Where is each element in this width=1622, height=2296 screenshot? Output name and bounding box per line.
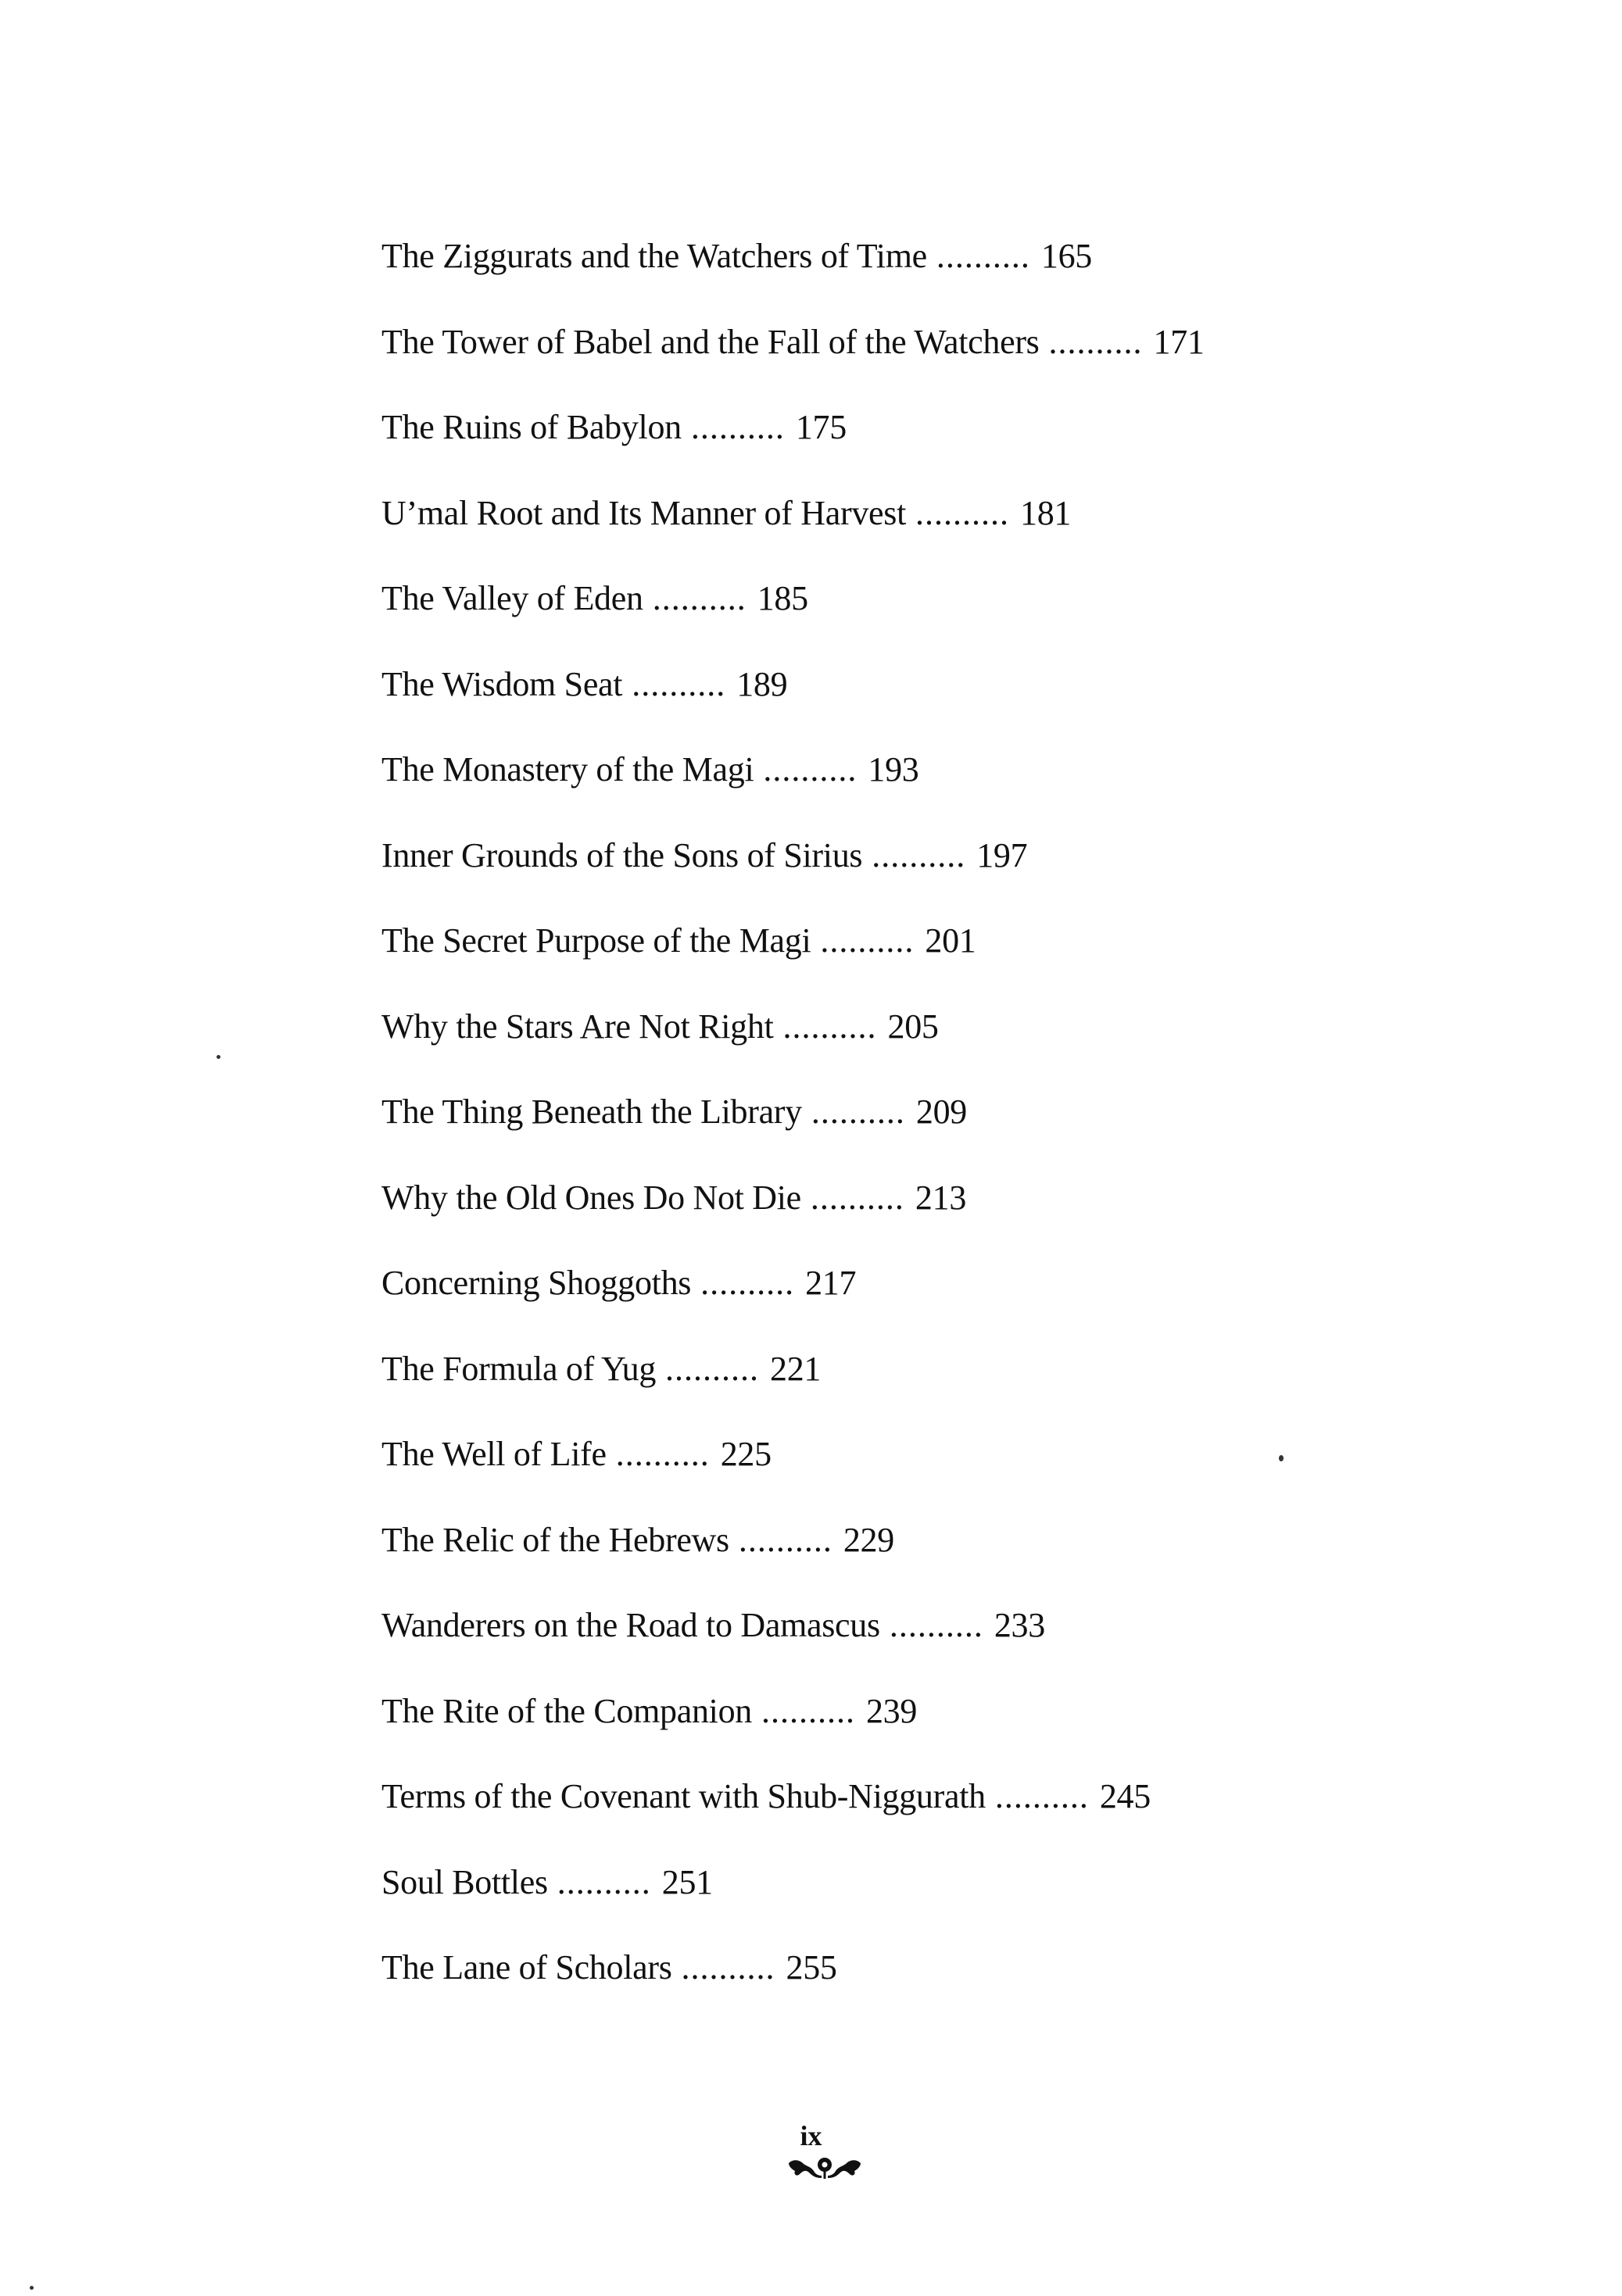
entry-title: Why the Old Ones Do Not Die [381, 1178, 801, 1217]
entry-title: Soul Bottles [381, 1862, 548, 1901]
dot-leader: .......... [632, 664, 726, 703]
toc-entry [381, 1240, 1205, 1326]
dot-leader: .......... [738, 1520, 832, 1559]
toc-entry [381, 299, 1205, 385]
entry-title: The Well of Life [381, 1435, 607, 1473]
entry-page-number: 239 [865, 1691, 918, 1730]
toc-entry [381, 1668, 1205, 1754]
toc-entry [381, 1583, 1205, 1668]
scan-speck [30, 2286, 34, 2290]
entry-page-number: 229 [843, 1520, 894, 1559]
entry-page-number: 197 [976, 835, 1028, 874]
dot-leader: .......... [652, 579, 747, 617]
dot-leader: .......... [665, 1349, 760, 1388]
dot-leader: .......... [811, 1093, 905, 1131]
scan-speck [1279, 1455, 1284, 1461]
entry-page-number: 181 [1020, 493, 1072, 532]
dot-leader: .......... [700, 1264, 795, 1302]
entry-title: U’mal Root and Its Manner of Harvest [381, 493, 907, 532]
entry-page-number: 205 [887, 1007, 939, 1046]
entry-title: Wanderers on the Road to Damascus [381, 1606, 880, 1644]
toc-entry [381, 727, 1205, 813]
entry-title: The Secret Purpose of the Magi [381, 921, 811, 960]
entry-page-number: 213 [915, 1178, 967, 1217]
toc-entry [381, 470, 1205, 556]
toc-entry [381, 1069, 1205, 1155]
toc-entry [381, 813, 1205, 899]
dot-leader: .......... [761, 1691, 855, 1730]
entry-title: The Thing Beneath the Library [381, 1093, 802, 1131]
entry-page-number: 175 [795, 408, 847, 446]
entry-page-number: 209 [915, 1093, 967, 1131]
dot-leader: .......... [615, 1435, 710, 1473]
toc-entry [381, 1925, 1205, 2011]
dot-leader: .......... [763, 750, 858, 789]
entry-title: The Formula of Yug [381, 1349, 657, 1388]
entry-page-number: 255 [786, 1948, 837, 1987]
entry-title: The Lane of Scholars [381, 1948, 672, 1987]
toc-entry [381, 1155, 1205, 1241]
floral-ornament-icon [787, 2157, 862, 2180]
entry-page-number: 189 [736, 664, 788, 703]
toc-entry [381, 556, 1205, 642]
dot-leader: .......... [915, 493, 1010, 532]
entry-title: The Rite of the Companion [381, 1691, 752, 1730]
entry-title: Terms of the Covenant with Shub-Niggurath [381, 1777, 986, 1815]
entry-page-number: 185 [757, 579, 808, 617]
dot-leader: .......... [936, 237, 1030, 275]
dot-leader: .......... [557, 1862, 651, 1901]
dot-leader: .......... [820, 921, 915, 960]
entry-page-number: 217 [805, 1264, 857, 1302]
dot-leader: .......... [681, 1948, 775, 1987]
entry-page-number: 233 [994, 1606, 1045, 1644]
toc-entry [381, 898, 1205, 984]
entry-page-number: 221 [770, 1349, 822, 1388]
toc-entry [381, 642, 1205, 728]
dot-leader: .......... [1048, 322, 1143, 361]
toc-entry [381, 1411, 1205, 1497]
entry-page-number: 225 [720, 1435, 772, 1473]
entry-title: The Ruins of Babylon [381, 408, 682, 446]
toc-entry [381, 213, 1205, 299]
entry-title: Inner Grounds of the Sons of Sirius [381, 835, 863, 874]
dot-leader: .......... [782, 1007, 877, 1046]
page-number: ix [800, 2120, 822, 2151]
toc-entry [381, 1754, 1205, 1840]
entry-title: The Monastery of the Magi [381, 750, 754, 789]
entry-title: Concerning Shoggoths [381, 1264, 692, 1302]
entry-page-number: 171 [1153, 322, 1205, 361]
toc-entry [381, 1326, 1205, 1412]
toc-entry [381, 984, 1205, 1070]
entry-page-number: 193 [868, 750, 919, 789]
entry-page-number: 201 [925, 921, 976, 960]
entry-page-number: 165 [1040, 237, 1092, 275]
entry-page-number: 245 [1099, 1777, 1151, 1815]
dot-leader: .......... [690, 408, 785, 446]
dot-leader: .......... [872, 835, 966, 874]
entry-title: The Tower of Babel and the Fall of the Watchers [381, 322, 1040, 361]
toc-entry [381, 1840, 1205, 1926]
scan-speck [217, 1055, 220, 1059]
table-of-contents [381, 213, 1205, 2011]
entry-title: Why the Stars Are Not Right [381, 1007, 774, 1046]
toc-entry [381, 1497, 1205, 1583]
dot-leader: .......... [810, 1178, 904, 1217]
entry-page-number: 251 [661, 1862, 713, 1901]
dot-leader: .......... [889, 1606, 983, 1644]
dot-leader: .......... [994, 1777, 1089, 1815]
entry-title: The Wisdom Seat [381, 664, 623, 703]
toc-entry [381, 384, 1205, 470]
entry-title: The Relic of the Hebrews [381, 1520, 729, 1559]
entry-title: The Ziggurats and the Watchers of Time [381, 237, 927, 275]
entry-title: The Valley of Eden [381, 579, 643, 617]
